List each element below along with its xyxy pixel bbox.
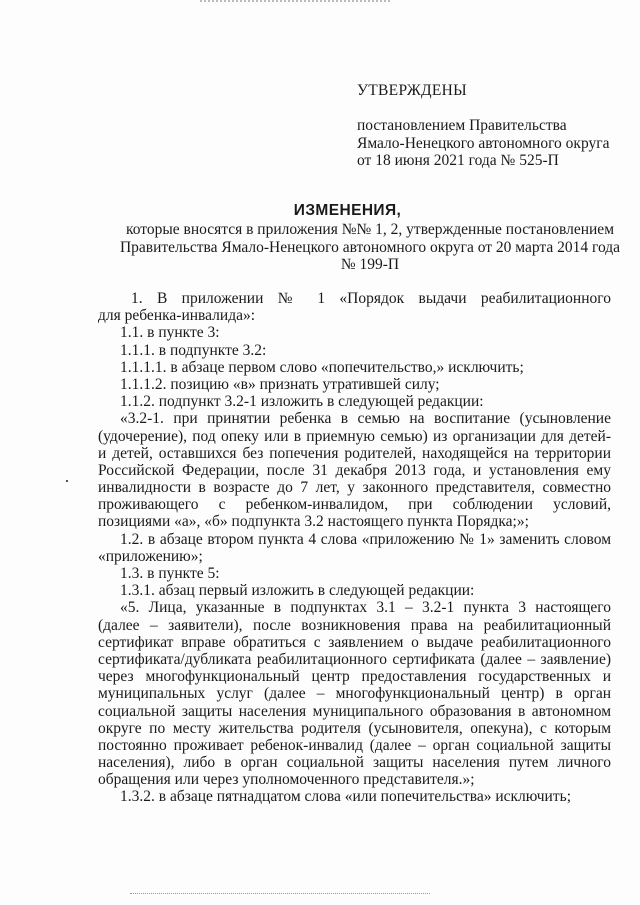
body-line: 1.3.2. в абзаце пятнадцатом слова «или попечительства» исключить;: [120, 788, 572, 806]
approval-line: постановлением Правительства: [357, 117, 567, 134]
body-line: населения), либо в орган социальной защиты населения путем личного: [98, 754, 611, 772]
body-line: (далее – заявители), после возникновения права на реабилитационный: [98, 616, 611, 634]
body-line: 1.1.2. подпункт 3.2-1 изложить в следующей редакции:: [120, 393, 484, 411]
body-line: 1. В приложении № 1 «Порядок выдачи реабилитационного: [131, 290, 611, 307]
body-line: 1.2. в абзаце втором пункта 4 слова «приложению № 1» заменить словом: [120, 530, 611, 548]
heading-line: которые вносятся в приложения №№ 1, 2, утвержденные постановлением: [125, 221, 614, 238]
scan-artifact: [200, 0, 390, 5]
heading-line: Правительства Ямало-Ненецкого автономного округа от 20 марта 2014 года: [119, 238, 621, 256]
body-line: округе по месту жительства родителя (усыновителя, опекуна), с которым: [98, 719, 611, 737]
body-line: «3.2-1. при принятии ребенка в семью на воспитание (усыновление: [120, 410, 611, 428]
body-line: позициями «а», «б» подпункта 3.2 настоящего пункта Порядка;»;: [98, 513, 529, 531]
body-line: сертификат вправе обратиться с заявлением о выдаче реабилитационного: [98, 633, 611, 651]
heading-line: № 199-П: [340, 256, 400, 274]
approval-line: от 18 июня 2021 года № 525-П: [357, 152, 559, 169]
document-body: [98, 290, 611, 806]
body-line: 1.1.1.2. позицию «в» признать утратившей силу;: [120, 375, 440, 393]
body-line: постоянно проживает ребенок-инвалид (далее – орган социальной защиты: [98, 736, 611, 754]
body-line: инвалидности в возрасте до 7 лет, у законного представителя, совместно: [98, 479, 611, 497]
document-heading: [0, 202, 640, 220]
body-line: (удочерение), под опеку или в приемную семью) из организации для детей-: [98, 427, 611, 445]
body-line: 1.1.1. в подпункте 3.2:: [120, 341, 267, 359]
body-line: проживающего с ребенком-инвалидом, при соблюдении условий,: [98, 496, 611, 514]
scan-speck: [66, 480, 68, 482]
approval-title: УТВЕРЖДЕНЫ: [357, 82, 467, 99]
heading-title: ИЗМЕНЕНИЯ,: [293, 202, 402, 219]
heading-subtitle: [100, 221, 640, 274]
body-line: социальной защиты населения муниципального образования в автономном: [98, 702, 611, 720]
body-line: сертификата/дубликата реабилитационного сертификата (далее – заявление): [98, 650, 611, 668]
body-line: 1.3. в пункте 5:: [120, 565, 220, 582]
body-line: 1.1.1.1. в абзаце первом слово «попечительство,» исключить;: [120, 358, 524, 376]
body-line: и детей, оставшихся без попечения родителей, находящейся на территории: [98, 444, 611, 462]
body-line: через многофункциональный центр предоставления государственных и: [98, 668, 611, 686]
body-line: обращения или через уполномоченного представителя.»;: [98, 771, 475, 789]
body-line: «приложению»;: [98, 547, 203, 565]
body-line: 1.1. в пункте 3:: [120, 324, 220, 342]
approval-block: [357, 117, 609, 170]
body-line: для ребенка-инвалида»:: [98, 307, 256, 325]
approval-line: Ямало-Ненецкого автономного округа: [357, 134, 610, 152]
body-line: «5. Лица, указанные в подпунктах 3.1 – 3.2-1 пункта 3 настоящего: [120, 599, 611, 617]
body-line: Российской Федерации, после 31 декабря 2013 года, и установления ему: [98, 461, 611, 479]
body-line: муниципальных услуг (далее – многофункциональный центр) в орган: [98, 685, 611, 703]
scan-artifact-bottom: [130, 893, 430, 894]
body-line: 1.3.1. абзац первый изложить в следующей редакции:: [120, 582, 475, 600]
